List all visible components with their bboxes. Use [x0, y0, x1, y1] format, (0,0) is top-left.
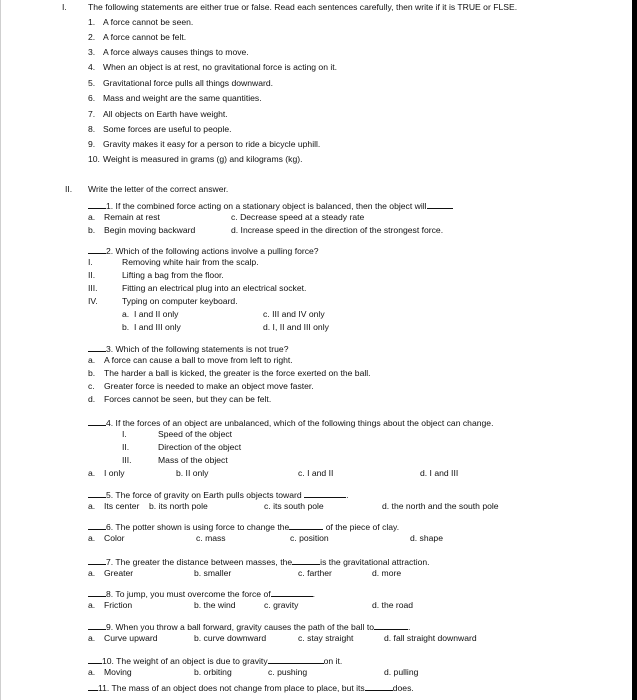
option-d-text: d. pulling: [384, 667, 419, 677]
option-c-text: c. Decrease speed at a steady rate: [231, 212, 365, 222]
answer-blank[interactable]: [88, 488, 106, 498]
option-c-text: c. farther: [298, 568, 332, 578]
option-b-text: b. its north pole: [149, 501, 208, 511]
option-a-letter: a.: [88, 212, 96, 222]
option-b-text: Begin moving backward: [104, 225, 196, 235]
option-d-text: d. fall straight downward: [384, 633, 477, 643]
answer-blank[interactable]: [88, 620, 106, 630]
option-b-letter: b.: [88, 225, 96, 235]
option-a-letter: a.: [88, 667, 96, 677]
fill-blank: [427, 199, 453, 209]
roman-1-numeral: I.: [122, 429, 127, 439]
question-3-stem: 3. Which of the following statements is not true?: [88, 342, 288, 355]
fill-blank: [304, 488, 346, 498]
option-a-text: Curve upward: [104, 633, 158, 643]
option-b-text: b. curve downward: [194, 633, 267, 643]
question-10-stem: 10. The weight of an object is due to gravity on it.: [88, 654, 342, 667]
question-11-stem: 11. The mass of an object does not change from place to place, but its does.: [88, 681, 414, 694]
option-c-text: Greater force is needed to make an object move faster.: [104, 381, 314, 391]
option-d-text: d. I, II and III only: [263, 322, 329, 332]
item-8-text: Some forces are useful to people.: [103, 124, 232, 134]
option-a-text: Greater: [104, 568, 134, 578]
option-d-text: d. Increase speed in the direction of the strongest force.: [231, 225, 444, 235]
item-5-number: 5.: [88, 78, 96, 88]
part-2-instruction: Write the letter of the correct answer.: [88, 184, 229, 194]
option-d-text: Forces cannot be seen, but they can be felt.: [104, 394, 272, 404]
answer-blank[interactable]: [88, 342, 106, 352]
roman-3-numeral: III.: [122, 455, 132, 465]
option-c-letter: c.: [88, 381, 95, 391]
fill-blank: [365, 681, 393, 691]
option-b-text: b. the wind: [194, 600, 236, 610]
option-b-text: c. mass: [196, 533, 226, 543]
answer-blank[interactable]: [88, 244, 106, 254]
fill-blank: [271, 587, 313, 597]
option-a-letter: a.: [88, 533, 96, 543]
item-9-text: Gravity makes it easy for a person to ride a bicycle uphill.: [103, 139, 321, 149]
question-7-stem: 7. The greater the distance between masses, the is the gravitational attraction.: [88, 555, 430, 568]
option-c-text: c. pushing: [268, 667, 308, 677]
question-2-stem: 2. Which of the following actions involve a pulling force?: [88, 244, 319, 257]
item-3-number: 3.: [88, 47, 96, 57]
question-4-stem: 4. If the forces of an object are unbalanced, which of the following things about the object can change.: [88, 416, 493, 429]
option-d-text: d. I and III: [420, 468, 459, 478]
question-8-stem: 8. To jump, you must overcome the force of .: [88, 587, 315, 600]
item-4-number: 4.: [88, 62, 96, 72]
option-a-text: Friction: [104, 600, 133, 610]
answer-blank[interactable]: [88, 587, 106, 597]
fill-blank: [268, 654, 324, 664]
item-10-number: 10.: [88, 154, 100, 164]
question-5-stem: 5. The force of gravity on Earth pulls objects toward .: [88, 488, 348, 501]
answer-blank[interactable]: [88, 555, 106, 565]
option-c-text: c. III and IV only: [263, 309, 325, 319]
option-b-text: b. orbiting: [194, 667, 232, 677]
item-7-number: 7.: [88, 109, 96, 119]
page-right-edge: [632, 0, 637, 700]
option-a-letter: a.: [88, 468, 96, 478]
option-c-text: c. gravity: [264, 600, 299, 610]
option-a-text: Moving: [104, 667, 132, 677]
question-9-stem: 9. When you throw a ball forward, gravity causes the path of the ball to .: [88, 620, 410, 633]
roman-4-text: Typing on computer keyboard.: [122, 296, 238, 306]
roman-2-text: Lifting a bag from the floor.: [122, 270, 224, 280]
question-1-stem: 1. If the combined force acting on a stationary object is balanced, then the object will: [88, 199, 453, 212]
option-d-text: d. the north and the south pole: [382, 501, 499, 511]
option-a-text: Its center: [104, 501, 140, 511]
part-1-numeral: I.: [62, 2, 67, 12]
item-8-number: 8.: [88, 124, 96, 134]
roman-3-numeral: III.: [88, 283, 98, 293]
option-a-text: I and II only: [134, 309, 179, 319]
item-4-text: When an object is at rest, no gravitational force is acting on it.: [103, 62, 338, 72]
item-3-text: A force always causes things to move.: [103, 47, 249, 57]
option-c-text: c. I and II: [298, 468, 334, 478]
option-b-text: b. II only: [176, 468, 209, 478]
option-a-letter: a.: [88, 633, 96, 643]
part-2-numeral: II.: [65, 184, 73, 194]
option-a-text: Remain at rest: [104, 212, 160, 222]
answer-blank[interactable]: [88, 199, 106, 209]
item-10-text: Weight is measured in grams (g) and kilograms (kg).: [103, 154, 303, 164]
roman-1-numeral: I.: [88, 257, 93, 267]
option-b-letter: b.: [122, 322, 130, 332]
roman-4-numeral: IV.: [88, 296, 98, 306]
option-b-text: I and III only: [134, 322, 181, 332]
answer-blank[interactable]: [88, 681, 98, 691]
roman-2-numeral: II.: [88, 270, 96, 280]
option-d-text: d. more: [372, 568, 402, 578]
roman-1-text: Speed of the object: [158, 429, 233, 439]
fill-blank: [374, 620, 408, 630]
option-a-letter: a.: [122, 309, 130, 319]
roman-3-text: Fitting an electrical plug into an electrical socket.: [122, 283, 307, 293]
option-b-letter: b.: [88, 368, 96, 378]
option-b-text: The harder a ball is kicked, the greater is the force exerted on the ball.: [104, 368, 371, 378]
option-d-text: d. the road: [372, 600, 414, 610]
option-a-letter: a.: [88, 501, 96, 511]
part-1-instruction: The following statements are either true or false. Read each sentences carefully, then write if it is TRUE or FLSE.: [88, 2, 518, 12]
roman-2-text: Direction of the object: [158, 442, 242, 452]
option-c-text: c. its south pole: [264, 501, 324, 511]
fill-blank: [289, 520, 323, 530]
option-a-letter: a.: [88, 600, 96, 610]
option-d-letter: d.: [88, 394, 96, 404]
option-a-text: A force can cause a ball to move from left to right.: [104, 355, 293, 365]
item-6-text: Mass and weight are the same quantities.: [103, 93, 262, 103]
answer-blank[interactable]: [88, 520, 106, 530]
fill-blank: [292, 555, 320, 565]
roman-3-text: Mass of the object: [158, 455, 228, 465]
item-2-number: 2.: [88, 32, 96, 42]
item-6-number: 6.: [88, 93, 96, 103]
question-6-stem: 6. The potter shown is using force to change the of the piece of clay.: [88, 520, 399, 533]
roman-2-numeral: II.: [122, 442, 130, 452]
answer-blank[interactable]: [88, 654, 102, 664]
option-a-letter: a.: [88, 568, 96, 578]
item-1-number: 1.: [88, 17, 96, 27]
option-d-text: d. shape: [410, 533, 443, 543]
item-9-number: 9.: [88, 139, 96, 149]
option-a-text: Color: [104, 533, 125, 543]
item-2-text: A force cannot be felt.: [103, 32, 187, 42]
page-left-edge: [0, 0, 1, 700]
answer-blank[interactable]: [88, 416, 106, 426]
item-7-text: All objects on Earth have weight.: [103, 109, 228, 119]
option-b-text: b. smaller: [194, 568, 232, 578]
option-c-text: c. position: [290, 533, 329, 543]
roman-1-text: Removing white hair from the scalp.: [122, 257, 259, 267]
item-5-text: Gravitational force pulls all things downward.: [103, 78, 274, 88]
option-a-letter: a.: [88, 355, 96, 365]
option-a-text: I only: [104, 468, 125, 478]
option-c-text: c. stay straight: [298, 633, 354, 643]
item-1-text: A force cannot be seen.: [103, 17, 194, 27]
